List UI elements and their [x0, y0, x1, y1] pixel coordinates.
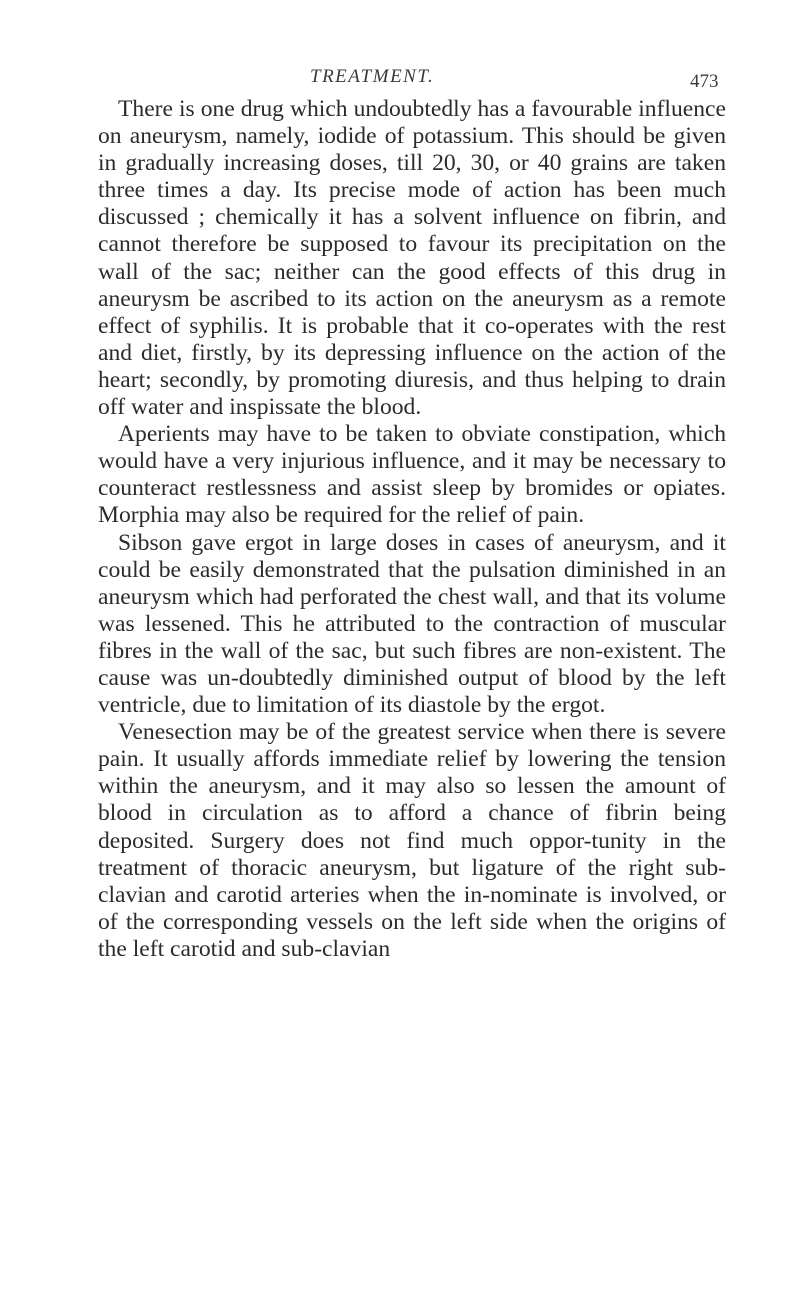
paragraph-iodide: There is one drug which undoubtedly has a favourable influence on aneurysm, namely, iodide of potassium. This should be given in gradually increasing doses, till 20, 30, or 40 grains are taken three times a day. Its precise mode of action has been much discussed ; chemically it has a solvent influence on fibrin, and cannot therefore be supposed to favour its precipitation on the wall of the sac; neither can the good effects of this drug in aneurysm be ascribed to its action on the aneurysm as a remote effect of syphilis. It is probable that it co-operates with the rest and diet, firstly, by its depressing influence on the action of the heart; secondly, by promoting diuresis, and thus helping to drain off water and inspissate the blood.	[98, 96, 726, 421]
body-text	[98, 96, 726, 963]
paragraph-aperients: Aperients may have to be taken to obviate constipation, which would have a very injurious influence, and it may be necessary to counteract restlessness and assist sleep by bromides or opiates. Morphia may also be required for the relief of pain.	[98, 421, 726, 529]
running-title: TREATMENT.	[310, 66, 435, 87]
paragraph-ergot: Sibson gave ergot in large doses in cases of aneurysm, and it could be easily demonstrated that the pulsation diminished in an aneurysm which had perforated the chest wall, and that its volume was lessened. This he attributed to the contraction of muscular fibres in the wall of the sac, but such fibres are non-existent. The cause was un-doubtedly diminished output of blood by the left ventricle, due to limitation of its diastole by the ergot.	[98, 529, 726, 719]
paragraph-venesection: Venesection may be of the greatest service when there is severe pain. It usually affords immediate relief by lowering the tension within the aneurysm, and it may also so lessen the amount of blood in circulation as to afford a chance of fibrin being deposited. Surgery does not find much oppor-tunity in the treatment of thoracic aneurysm, but ligature of the right sub-clavian and carotid arteries when the in-nominate is involved, or of the corresponding vessels on the left side when the origins of the left carotid and sub-clavian	[98, 719, 726, 962]
running-header	[0, 66, 800, 96]
page-number: 473	[690, 71, 719, 92]
